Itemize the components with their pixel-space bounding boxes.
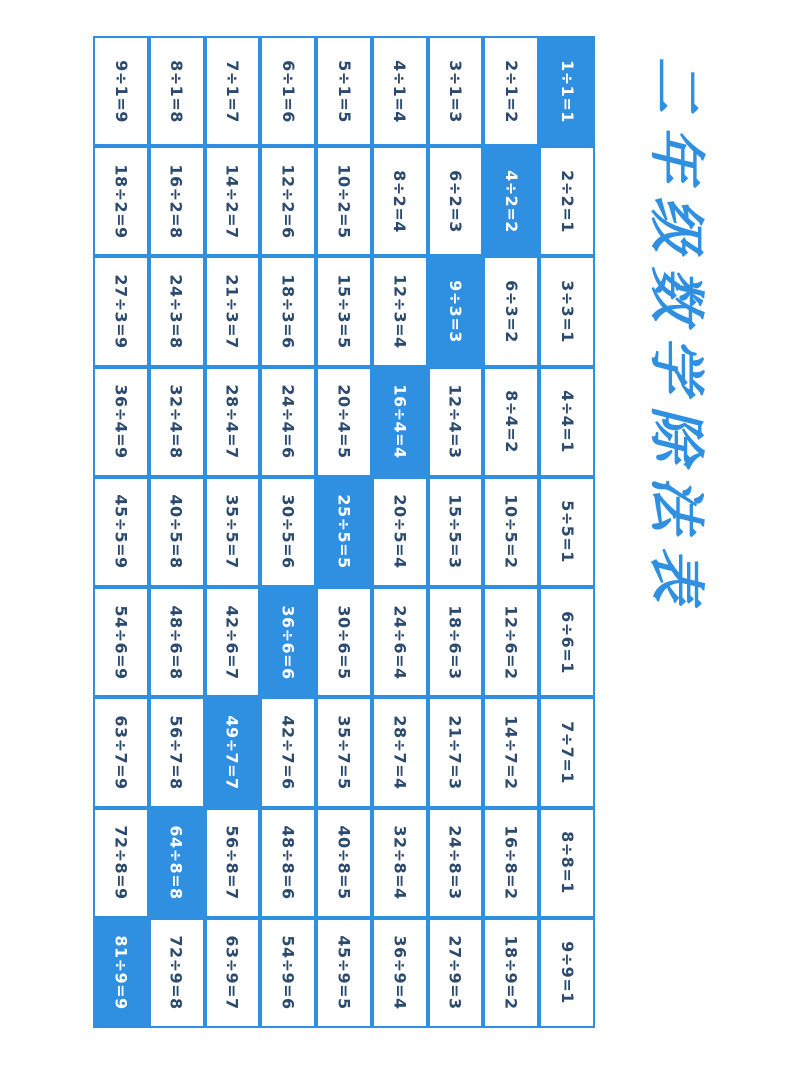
equation-text: 35÷5=7 [222, 494, 242, 570]
diagonal-cell [207, 699, 259, 805]
table-cell [318, 258, 370, 364]
equation-text: 24÷4=6 [278, 384, 298, 459]
equation-text: 72÷8=9 [111, 825, 131, 900]
table-cell [207, 920, 259, 1026]
table-cell [318, 369, 370, 475]
equation-text: 18÷3=6 [278, 274, 298, 349]
equation-text: 10÷2=5 [334, 164, 354, 239]
equation-text: 16÷8=2 [501, 825, 521, 900]
table-cell [430, 920, 482, 1026]
equation-text: 21÷7=3 [446, 715, 466, 790]
equation-text: 6÷1=6 [278, 59, 298, 123]
diagonal-cell [151, 810, 203, 916]
equation-text: 4÷1=4 [390, 59, 410, 123]
equation-text: 4÷2=2 [501, 169, 521, 233]
table-cell [318, 589, 370, 695]
diagonal-cell [318, 479, 370, 585]
table-cell [207, 810, 259, 916]
table-cell [262, 38, 314, 144]
table-cell [207, 369, 259, 475]
equation-text: 8÷2=4 [390, 169, 410, 233]
equation-text: 14÷7=2 [501, 715, 521, 790]
diagonal-cell [374, 369, 426, 475]
equation-text: 32÷8=4 [390, 825, 410, 900]
table-cell [262, 479, 314, 585]
equation-text: 56÷7=8 [167, 715, 187, 790]
table-cell [95, 810, 147, 916]
equation-text: 81÷9=9 [111, 935, 131, 1011]
table-cell [318, 810, 370, 916]
table-cell [95, 589, 147, 695]
table-cell [485, 479, 537, 585]
table-cell [95, 258, 147, 364]
equation-text: 7÷7=1 [557, 721, 577, 784]
table-cell [485, 369, 537, 475]
diagonal-cell [430, 258, 482, 364]
division-table [93, 36, 595, 1028]
equation-text: 63÷9=7 [222, 935, 242, 1011]
table-cell [374, 589, 426, 695]
table-cell [430, 38, 482, 144]
diagonal-cell [541, 38, 593, 144]
equation-text: 9÷3=3 [446, 280, 466, 343]
table-cell [430, 810, 482, 916]
equation-text: 4÷4=1 [557, 390, 577, 454]
equation-text: 45÷5=9 [111, 494, 131, 570]
table-cell [151, 920, 203, 1026]
equation-text: 3÷3=1 [557, 280, 577, 343]
table-cell [541, 589, 593, 695]
equation-text: 54÷6=9 [111, 605, 131, 680]
table-cell [430, 589, 482, 695]
equation-text: 18÷9=2 [501, 935, 521, 1011]
equation-text: 56÷8=7 [222, 825, 242, 900]
table-cell [541, 920, 593, 1026]
table-cell [430, 369, 482, 475]
equation-text: 32÷4=8 [167, 384, 187, 459]
table-cell [485, 810, 537, 916]
table-cell [151, 38, 203, 144]
table-cell [262, 810, 314, 916]
table-cell [318, 699, 370, 805]
table-cell [151, 589, 203, 695]
table-cell [151, 369, 203, 475]
table-cell [430, 479, 482, 585]
equation-text: 40÷8=5 [334, 825, 354, 900]
table-cell [430, 699, 482, 805]
equation-text: 54÷9=6 [278, 935, 298, 1011]
equation-text: 40÷5=8 [167, 494, 187, 570]
equation-text: 36÷6=6 [278, 605, 298, 680]
table-cell [541, 369, 593, 475]
table-cell [318, 38, 370, 144]
table-cell [541, 479, 593, 585]
equation-text: 6÷2=3 [446, 169, 466, 233]
table-cell [151, 479, 203, 585]
equation-text: 35÷7=5 [334, 715, 354, 790]
equation-text: 36÷4=9 [111, 384, 131, 459]
equation-text: 36÷9=4 [390, 935, 410, 1011]
equation-text: 24÷8=3 [446, 825, 466, 900]
equation-text: 18÷2=9 [111, 164, 131, 239]
equation-text: 24÷3=8 [167, 274, 187, 349]
table-cell [485, 258, 537, 364]
table-cell [151, 699, 203, 805]
equation-text: 15÷3=5 [334, 274, 354, 349]
page-title: 二年级数学除法表 [643, 56, 709, 616]
table-cell [485, 589, 537, 695]
equation-text: 9÷9=1 [557, 941, 577, 1005]
table-cell [374, 699, 426, 805]
table-cell [95, 479, 147, 585]
equation-text: 20÷4=5 [334, 384, 354, 459]
table-cell [485, 699, 537, 805]
equation-text: 28÷4=7 [222, 384, 242, 459]
equation-text: 25÷5=5 [334, 494, 354, 570]
table-cell [207, 589, 259, 695]
table-cell [207, 258, 259, 364]
equation-text: 5÷5=1 [557, 500, 577, 564]
table-cell [262, 699, 314, 805]
table-cell [151, 148, 203, 254]
equation-text: 21÷3=7 [222, 274, 242, 349]
equation-text: 2÷1=2 [501, 59, 521, 123]
equation-text: 6÷3=2 [501, 280, 521, 343]
equation-text: 6÷6=1 [557, 610, 577, 674]
diagonal-cell [485, 148, 537, 254]
table-cell [95, 148, 147, 254]
equation-text: 24÷6=4 [390, 605, 410, 680]
equation-text: 8÷8=1 [557, 831, 577, 895]
equation-text: 8÷1=8 [167, 59, 187, 123]
equation-text: 48÷8=6 [278, 825, 298, 900]
equation-text: 15÷5=3 [446, 494, 466, 570]
equation-text: 12÷6=2 [501, 605, 521, 680]
equation-text: 63÷7=9 [111, 715, 131, 790]
equation-text: 48÷6=8 [167, 605, 187, 680]
table-cell [374, 810, 426, 916]
equation-text: 27÷3=9 [111, 274, 131, 349]
table-cell [207, 479, 259, 585]
equation-text: 7÷1=7 [222, 59, 242, 123]
table-cell [318, 920, 370, 1026]
table-cell [318, 148, 370, 254]
table-cell [374, 38, 426, 144]
equation-text: 8÷4=2 [501, 390, 521, 454]
table-cell [374, 479, 426, 585]
table-cell [485, 38, 537, 144]
equation-text: 9÷1=9 [111, 59, 131, 123]
equation-text: 14÷2=7 [222, 164, 242, 239]
equation-text: 42÷7=6 [278, 715, 298, 790]
equation-text: 49÷7=7 [222, 715, 242, 790]
equation-text: 16÷4=4 [390, 384, 410, 459]
table-cell [151, 258, 203, 364]
equation-text: 10÷5=2 [501, 494, 521, 570]
equation-text: 20÷5=4 [390, 494, 410, 570]
table-cell [95, 38, 147, 144]
table-cell [374, 148, 426, 254]
diagonal-cell [262, 589, 314, 695]
equation-text: 5÷1=5 [334, 59, 354, 123]
table-cell [374, 258, 426, 364]
equation-text: 72÷9=8 [167, 935, 187, 1011]
table-cell [95, 369, 147, 475]
table-cell [541, 810, 593, 916]
equation-text: 18÷6=3 [446, 605, 466, 680]
table-cell [430, 148, 482, 254]
equation-text: 12÷3=4 [390, 274, 410, 349]
equation-text: 42÷6=7 [222, 605, 242, 680]
table-cell [485, 920, 537, 1026]
table-cell [541, 699, 593, 805]
table-cell [95, 699, 147, 805]
equation-text: 64÷8=8 [167, 825, 187, 900]
equation-text: 45÷9=5 [334, 935, 354, 1011]
equation-text: 2÷2=1 [557, 169, 577, 233]
diagonal-cell [95, 920, 147, 1026]
title-block [625, 36, 735, 636]
equation-text: 12÷4=3 [446, 384, 466, 459]
equation-text: 16÷2=8 [167, 164, 187, 239]
table-cell [262, 369, 314, 475]
table-cell [262, 920, 314, 1026]
equation-text: 3÷1=3 [446, 59, 466, 123]
table-cell [262, 258, 314, 364]
table-cell [541, 258, 593, 364]
equation-text: 12÷2=6 [278, 164, 298, 239]
equation-text: 30÷6=5 [334, 605, 354, 680]
equation-text: 1÷1=1 [557, 59, 577, 123]
table-cell [374, 920, 426, 1026]
equation-text: 30÷5=6 [278, 494, 298, 570]
equation-text: 28÷7=4 [390, 715, 410, 790]
table-cell [541, 148, 593, 254]
table-cell [207, 38, 259, 144]
equation-text: 27÷9=3 [446, 935, 466, 1011]
table-cell [262, 148, 314, 254]
table-cell [207, 148, 259, 254]
